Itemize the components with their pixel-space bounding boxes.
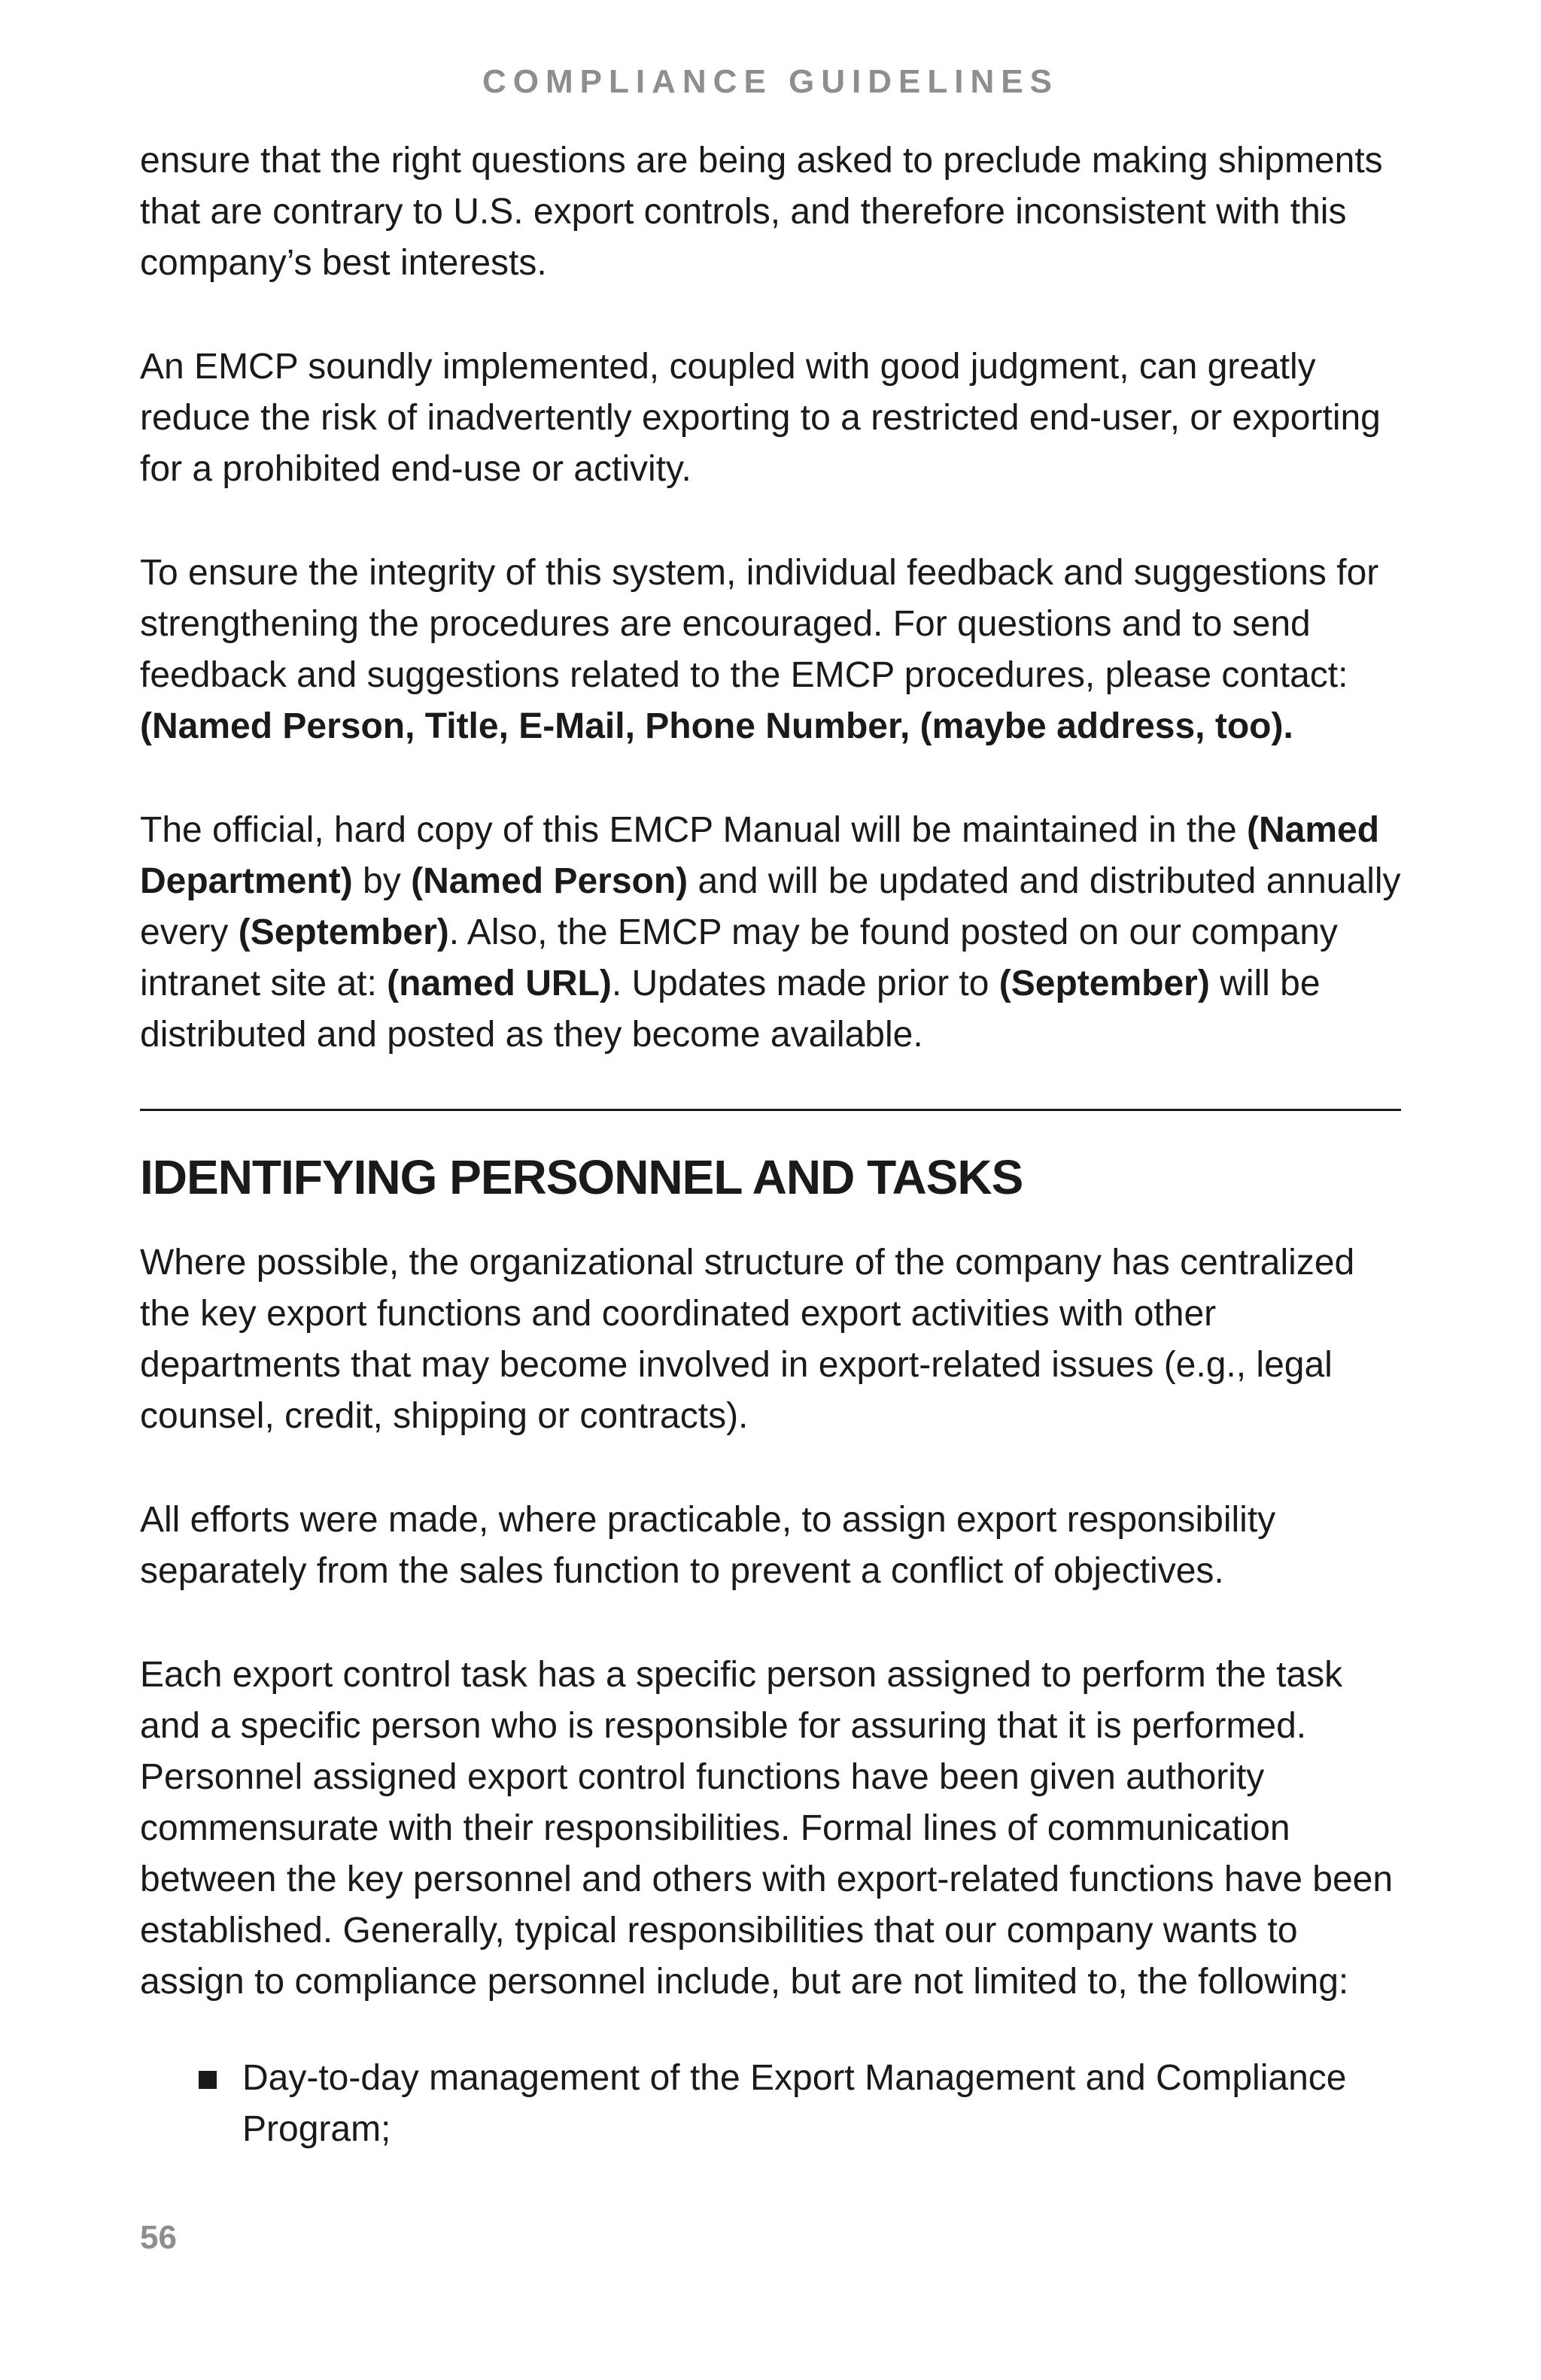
paragraph-text: will be distributed and posted as they become available. [140,964,1321,1055]
bold-placeholder-text: (Named Department) [140,810,1380,901]
paragraph [140,1650,1401,2008]
bold-placeholder-text: (Named Person, Title, E-Mail, Phone Number, (maybe address, too). [140,706,1293,746]
bold-placeholder-text: (September) [998,964,1210,1003]
paragraph-text: . Also, the EMCP may be found posted on our company intranet site at: [140,912,1338,1003]
running-head: COMPLIANCE GUIDELINES [482,63,1059,100]
intro-paragraphs [140,135,1401,1061]
paragraph-text: and will be updated and distributed annually every [140,861,1401,952]
paragraph-text: Each export control task has a specific person assigned to perform the task and a specific person who is responsible for assuring that it is performed. Personnel assigned export control functions have been given authority commensurate with their responsibilities. Formal lines of communication between the key personnel and others with export-related functions have been established. Generally, typical responsibilities that our company wants to assign to compliance personnel include, but are not limited to, the following: [140,1655,1394,2002]
paragraph-text: The official, hard copy of this EMCP Manual will be maintained in the [140,810,1247,850]
bold-placeholder-text: (September) [238,912,449,952]
paragraph [140,342,1401,495]
page-number: 56 [140,2219,177,2256]
list-item [140,2053,1401,2155]
paragraph [140,135,1401,289]
section-paragraphs [140,1237,1401,2008]
section-divider [140,1109,1401,1111]
paragraph [140,1495,1401,1597]
paragraph-text: ensure that the right questions are being asked to preclude making shipments that are contrary to U.S. export controls, and therefore inconsistent with this company’s best interests. [140,141,1383,283]
square-bullet-icon [199,2071,217,2089]
paragraph [140,805,1401,1061]
section-heading: IDENTIFYING PERSONNEL AND TASKS [140,1150,1023,1204]
bold-placeholder-text: (named URL) [387,964,612,1003]
list-item-text: Day-to-day management of the Export Management and Compliance Program; [242,2058,1347,2149]
page-content [140,135,1401,2155]
bold-placeholder-text: (Named Person) [411,861,688,901]
responsibility-list [140,2053,1401,2155]
paragraph-text: by [352,861,412,901]
paragraph-text: An EMCP soundly implemented, coupled with good judgment, can greatly reduce the risk of inadvertently exporting to a restricted end-user, or exporting for a prohibited end-use or activity. [140,347,1381,489]
paragraph [140,1237,1401,1442]
paragraph-text: All efforts were made, where practicable, to assign export responsibility separately from the sales function to prevent a conflict of objectives. [140,1500,1276,1591]
paragraph [140,548,1401,752]
paragraph-text: To ensure the integrity of this system, individual feedback and suggestions for strengthening the procedures are encouraged. For questions and to send feedback and suggestions related to the EMCP procedures, please contact: [140,553,1379,695]
paragraph-text: Where possible, the organizational structure of the company has centralized the key export functions and coordinated export activities with other departments that may become involved in export-related issues (e.g., legal counsel, credit, shipping or contracts). [140,1243,1355,1436]
paragraph-text: . Updates made prior to [611,964,999,1003]
